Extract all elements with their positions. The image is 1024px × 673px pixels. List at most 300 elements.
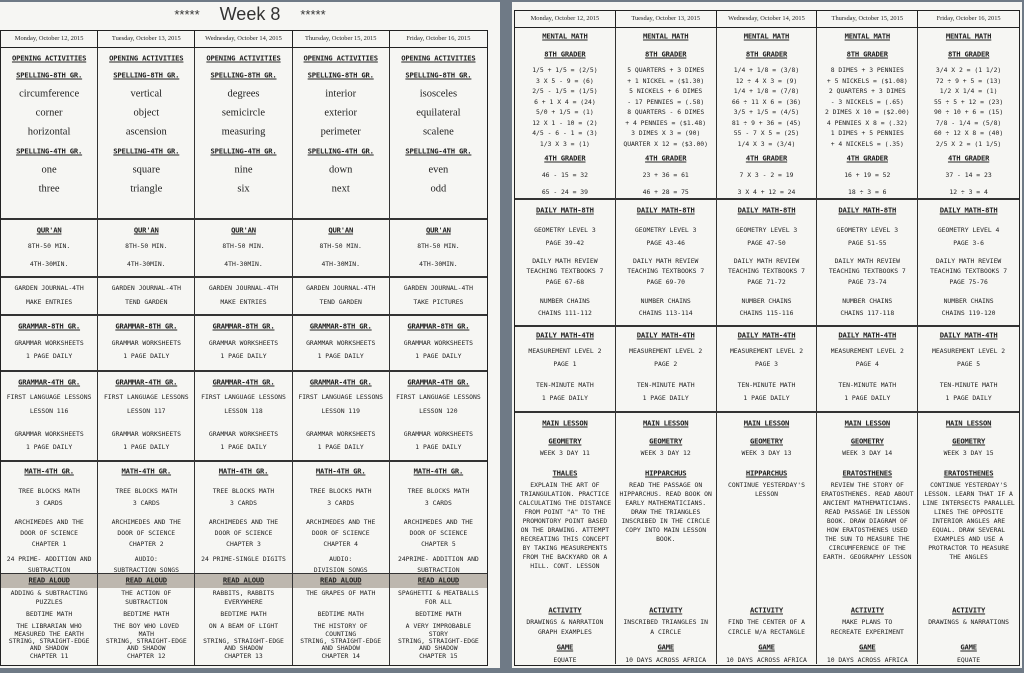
review-pages: PAGE 75-76 <box>949 278 988 286</box>
geometry-level: GEOMETRY LEVEL 3 <box>836 226 899 234</box>
first-language-lessons: FIRST LANGUAGE LESSONS <box>103 393 189 401</box>
cards: 3 CARDS <box>424 499 452 507</box>
main-lesson-block <box>515 411 1019 664</box>
grammar-worksheets: GRAMMAR WORKSHEETS <box>306 430 376 438</box>
mental-math-problem: 8 QUARTERS - 6 DIMES <box>627 108 705 116</box>
day-column <box>918 411 1019 664</box>
spelling-word: six <box>237 183 250 195</box>
lesson-number: LESSON 117 <box>127 407 166 415</box>
mental-math-problem: 3 X 4 + 12 = 24 <box>737 188 796 196</box>
day-column <box>817 325 918 411</box>
game-label: GAME <box>960 642 977 652</box>
game-name: EQUATE <box>553 656 577 664</box>
number-chains: NUMBER CHAINS <box>640 297 691 305</box>
4th-grader-label: 4TH GRADER <box>745 153 788 163</box>
geometry-pages: PAGE 3-6 <box>953 239 984 247</box>
archimedes-title: DOOR OF SCIENCE <box>214 529 273 537</box>
day-header: Friday, October 16, 2015 <box>936 15 1001 22</box>
day-column <box>293 276 390 314</box>
mental-math-problem: - 3 NICKELS = (.65) <box>830 97 904 106</box>
day-column <box>1 571 98 665</box>
story-title: A VERY IMPROBABLE <box>405 621 472 630</box>
spelling-word: down <box>329 164 353 176</box>
day-column <box>390 218 487 276</box>
spelling-word: even <box>428 164 449 176</box>
spelling-8th-label: SPELLING-8TH GR. <box>405 70 472 80</box>
game-label: GAME <box>758 642 775 652</box>
lesson-number: LESSON 116 <box>29 407 69 415</box>
materials: AND SHADOW <box>29 644 69 653</box>
grammar-pages: 1 PAGE DAILY <box>220 443 267 451</box>
book-title: THE ACTION OF <box>121 588 172 597</box>
story-title: MEASURED THE EARTH <box>14 630 84 638</box>
day-column <box>195 370 292 460</box>
grammar-worksheets: GRAMMAR WORKSHEETS <box>111 339 181 347</box>
mental-math-label: MENTAL MATH <box>542 31 588 41</box>
garden-task: TEND GARDEN <box>319 298 362 306</box>
spelling-word: corner <box>35 107 63 119</box>
game-name: 10 DAYS ACROSS AFRICA <box>726 656 807 664</box>
opening-activities-label: OPENING ACTIVITIES <box>109 53 184 63</box>
spelling-word: interior <box>325 88 357 100</box>
activity-text: GRAPH EXAMPLES <box>537 628 592 636</box>
first-language-lessons: FIRST LANGUAGE LESSONS <box>6 393 92 401</box>
daily-math-8th-label: DAILY MATH-8TH <box>636 205 695 215</box>
mental-math-problem: 5 NICKELS + 6 DIMES <box>629 87 703 95</box>
day-header: Wednesday, October 14, 2015 <box>195 31 292 47</box>
math-4th-label: MATH-4TH GR. <box>315 466 366 476</box>
number-chains: NUMBER CHAINS <box>943 297 994 305</box>
measurement-page: PAGE 3 <box>754 360 779 368</box>
day-header: Wednesday, October 14, 2015 <box>717 11 818 27</box>
day-column <box>195 314 292 370</box>
day-column <box>1 48 98 218</box>
grammar-pages: 1 PAGE DAILY <box>123 352 170 360</box>
materials: AND SHADOW <box>127 644 166 653</box>
bedtime-math: BEDTIME MATH <box>26 610 73 619</box>
activity-label: ACTIVITY <box>850 605 884 615</box>
day-column <box>717 411 818 664</box>
day-column <box>817 198 918 325</box>
mental-math-problem: 2 QUARTERS + 3 DIMES <box>828 87 906 95</box>
cards: 3 CARDS <box>327 499 355 507</box>
chapter: CHAPTER 3 <box>226 540 261 548</box>
day-header: Monday, October 12, 2015 <box>515 11 616 27</box>
ten-minute-pages: 1 PAGE DAILY <box>945 394 992 402</box>
chapter: CHAPTER 14 <box>321 651 360 660</box>
opening-activities-label: OPENING ACTIVITIES <box>11 53 87 63</box>
main-lesson-label: MAIN LESSON <box>743 418 790 428</box>
mental-math-problem: 1/4 X 3 = (3/4) <box>737 139 796 148</box>
daily-math-review: DAILY MATH REVIEW <box>532 257 598 265</box>
chapter: CHAPTER 12 <box>127 651 166 660</box>
game-name: 10 DAYS ACROSS AFRICA <box>625 656 707 664</box>
opening-activities-block <box>1 48 487 220</box>
spelling-8th-label: SPELLING-8TH GR. <box>16 70 83 80</box>
day-column <box>98 218 195 276</box>
mental-math-problem: 5/0 + 1/5 = (1) <box>536 108 594 116</box>
mental-math-problem: 12 X 1 - 10 = (2) <box>532 118 598 127</box>
day-column <box>293 314 390 370</box>
mental-math-problem: 8 DIMES + 3 PENNIES <box>830 66 904 74</box>
number-chains: NUMBER CHAINS <box>842 297 893 305</box>
ten-minute-pages: 1 PAGE DAILY <box>844 394 891 402</box>
ten-minute-math: TEN-MINUTE MATH <box>939 381 998 389</box>
geometry-label: GEOMETRY <box>749 436 783 446</box>
geometry-label: GEOMETRY <box>952 436 986 446</box>
daily-math-4th-label: DAILY MATH-4TH <box>838 330 897 340</box>
chapter: CHAPTER 4 <box>323 540 359 548</box>
archimedes-title: DOOR OF SCIENCE <box>311 529 370 537</box>
math-extra: SUBTRACTION <box>27 566 71 573</box>
daily-math-review: DAILY MATH REVIEW <box>834 257 900 265</box>
lesson-description: EXPLAIN THE ART OF TRIANGULATION. PRACTICE CALCULATING THE DISTANCE FROM POINT "A" TO THE PROMONTORY POINT BASED ON THE DRAWING. ATTEMPT RECREATING THIS CONCEPT BY TAKING MEASUREMENTS FROM THE BACKYARD OR A HILL. CONT. LESSON <box>518 481 612 570</box>
main-lesson-label: MAIN LESSON <box>542 418 588 428</box>
spelling-word: square <box>132 164 160 176</box>
quran-4th: 4TH-30MIN. <box>224 260 263 268</box>
measurement-level: MEASUREMENT LEVEL 2 <box>729 347 804 355</box>
chains-range: CHAINS 111-112 <box>537 309 592 317</box>
daily-math-4th-label: DAILY MATH-4TH <box>536 330 594 340</box>
grammar-worksheets: GRAMMAR WORKSHEETS <box>306 339 376 347</box>
cards: 3 CARDS <box>35 499 63 507</box>
chains-range: CHAINS 117-118 <box>840 309 895 317</box>
activity-text: RECREATE EXPERIMENT <box>830 628 904 636</box>
book-title: FOR ALL <box>424 597 452 606</box>
chapter: CHAPTER 15 <box>419 651 458 660</box>
game-name: 10 DAYS ACROSS AFRICA <box>826 656 908 664</box>
mental-math-problem: 5 QUARTERS + 3 DIMES <box>627 66 705 74</box>
mental-math-problem: 4/5 - 6 - 1 = (3) <box>532 129 598 137</box>
mental-math-problem: 1/5 + 1/5 = (2/5) <box>532 66 598 74</box>
mental-math-problem: 72 ÷ 9 + 5 = (13) <box>935 76 1002 85</box>
game-name: EQUATE <box>957 656 981 664</box>
chains-range: CHAINS 115-116 <box>739 309 794 317</box>
day-column <box>717 198 818 325</box>
mental-math-problem: 1/3 X 3 = (1) <box>539 139 590 148</box>
opening-activities-label: OPENING ACTIVITIES <box>206 53 281 63</box>
8th-grader-label: 8TH GRADER <box>846 49 888 59</box>
day-column <box>390 48 487 218</box>
mental-math-label: MENTAL MATH <box>844 31 890 41</box>
teaching-textbooks: TEACHING TEXTBOOKS 7 <box>627 267 705 275</box>
grammar-pages: 1 PAGE DAILY <box>26 443 73 451</box>
book-title: PUZZLES <box>35 597 63 606</box>
materials: STRING, STRAIGHT-EDGE <box>203 637 284 646</box>
daily-math-4th-label: DAILY MATH-4TH <box>636 330 695 340</box>
measurement-level: MEASUREMENT LEVEL 2 <box>629 347 703 355</box>
grammar-worksheets: GRAMMAR WORKSHEETS <box>403 430 474 438</box>
day-column <box>717 28 818 198</box>
chapter: CHAPTER 5 <box>421 540 456 548</box>
chapter: CHAPTER 1 <box>31 540 67 548</box>
mathematician-name: ERATOSTHENES <box>943 468 994 478</box>
daily-math-4th-block <box>515 325 1019 413</box>
day-column <box>1 314 98 370</box>
activity-text: FIND THE CENTER OF A <box>728 618 805 626</box>
spelling-word: exterior <box>324 107 358 119</box>
geometry-pages: PAGE 39-42 <box>545 239 585 247</box>
grammar-pages: 1 PAGE DAILY <box>317 443 364 451</box>
day-header: Thursday, October 15, 2015 <box>293 31 390 47</box>
grammar-pages: 1 PAGE DAILY <box>26 352 73 360</box>
tree-blocks-math: TREE BLOCKS MATH <box>18 487 80 495</box>
quran-4th: 4TH-30MIN. <box>29 260 69 268</box>
geometry-label: GEOMETRY <box>850 436 884 446</box>
mental-math-problem: 16 + 19 = 52 <box>844 171 891 179</box>
mental-math-problem: 3 X 5 - 9 = (6) <box>536 76 594 85</box>
teaching-textbooks: TEACHING TEXTBOOKS 7 <box>728 267 805 275</box>
day-column <box>195 460 292 573</box>
daily-math-review: DAILY MATH REVIEW <box>935 257 1002 265</box>
daily-math-8th-block <box>515 198 1019 327</box>
day-header: Tuesday, October 13, 2015 <box>616 11 717 27</box>
spelling-word: object <box>133 107 160 119</box>
opening-activities-label: OPENING ACTIVITIES <box>303 53 378 63</box>
day-column <box>98 571 195 665</box>
lesson-number: LESSON 118 <box>224 407 263 415</box>
quran-8th: 8TH-50 MIN. <box>319 242 362 250</box>
lesson-description: READ THE PASSAGE ON HIPPARCHUS. READ BOOK ON EARLY MATHEMATICIANS. DRAW THE TRIANGLES INSCRIBED IN THE CIRCLE COPY INTO MAIN LESSON BOOK. <box>619 481 712 543</box>
activity-text: DRAWINGS & NARRATIONS <box>928 618 1009 626</box>
story-title: STORY <box>428 630 449 638</box>
spelling-word: nine <box>234 164 253 176</box>
spelling-word: semicircle <box>221 107 266 119</box>
spelling-word: scalene <box>422 126 454 138</box>
read-aloud-label: READ ALOUD <box>28 575 70 585</box>
quran-label: QUR'AN <box>426 225 451 235</box>
ten-minute-math: TEN-MINUTE MATH <box>838 381 897 389</box>
read-aloud-label: READ ALOUD <box>320 575 362 585</box>
cards: 3 CARDS <box>132 499 160 507</box>
week-day: WEEK 3 DAY 13 <box>741 449 792 457</box>
garden-task: TAKE PICTURES <box>413 298 464 306</box>
spelling-word: odd <box>430 183 447 195</box>
8th-grader-label: 8TH GRADER <box>947 49 990 59</box>
grammar-pages: 1 PAGE DAILY <box>415 352 462 360</box>
teaching-textbooks: TEACHING TEXTBOOKS 7 <box>526 267 604 275</box>
book-title: SPAGHETTI & MEATBALLS <box>397 588 479 597</box>
day-column <box>390 571 487 665</box>
story-title: THE HISTORY OF <box>313 621 368 630</box>
geometry-level: GEOMETRY LEVEL 3 <box>534 226 596 234</box>
spelling-word: measuring <box>221 126 266 138</box>
review-pages: PAGE 67-68 <box>545 278 585 286</box>
mental-math-problem: - 17 PENNIES = (.58) <box>627 97 705 106</box>
day-column <box>616 411 717 664</box>
garden-journal: GARDEN JOURNAL-4TH <box>208 284 279 292</box>
day-column <box>98 314 195 370</box>
mental-math-problem: 55 ÷ 5 + 12 = (23) <box>933 97 1004 106</box>
math-4th-label: MATH-4TH GR. <box>121 466 172 476</box>
garden-journal-block <box>1 276 487 316</box>
archimedes-title: ARCHIMEDES AND THE <box>111 518 181 526</box>
spelling-word: next <box>331 183 350 195</box>
left-planner-page <box>0 2 500 668</box>
bedtime-math: BEDTIME MATH <box>123 610 170 619</box>
geometry-level: GEOMETRY LEVEL 4 <box>937 226 1000 234</box>
8th-grader-label: 8TH GRADER <box>544 49 586 59</box>
measurement-page: PAGE 1 <box>553 360 577 368</box>
mental-math-problem: 2 DIMES X 10 = ($2.00) <box>824 108 910 116</box>
day-column <box>390 314 487 370</box>
story-title: COUNTING <box>325 630 357 638</box>
daily-math-review: DAILY MATH REVIEW <box>632 257 699 265</box>
mental-math-problem: 37 - 14 = 23 <box>945 171 992 179</box>
day-column <box>293 370 390 460</box>
ten-minute-pages: 1 PAGE DAILY <box>743 394 790 402</box>
grammar-worksheets: GRAMMAR WORKSHEETS <box>111 430 181 438</box>
geometry-pages: PAGE 43-46 <box>646 239 685 247</box>
right-schedule-grid <box>514 10 1020 666</box>
day-column <box>616 325 717 411</box>
4th-grader-label: 4TH GRADER <box>846 153 888 163</box>
day-header: Thursday, October 15, 2015 <box>817 11 918 27</box>
grammar-4th-block <box>1 370 487 462</box>
spelling-word: one <box>41 164 57 176</box>
week-day: WEEK 3 DAY 11 <box>539 449 590 457</box>
day-column <box>98 276 195 314</box>
week-day: WEEK 3 DAY 12 <box>640 449 691 457</box>
geometry-level: GEOMETRY LEVEL 3 <box>735 226 798 234</box>
garden-task: MAKE ENTRIES <box>26 298 73 306</box>
mental-math-problem: 23 + 36 = 61 <box>642 171 689 179</box>
quran-label: QUR'AN <box>36 225 62 235</box>
materials: STRING, STRAIGHT-EDGE <box>300 637 382 646</box>
day-column <box>390 460 487 573</box>
day-column <box>515 28 616 198</box>
grammar-4th-label: GRAMMAR-4TH GR. <box>18 377 81 387</box>
story-title: ON A BEAM OF LIGHT <box>208 621 279 630</box>
mental-math-problem: 46 - 15 = 32 <box>541 171 588 179</box>
right-planner-page <box>512 2 1022 668</box>
first-language-lessons: FIRST LANGUAGE LESSONS <box>396 393 481 401</box>
opening-activities-label: OPENING ACTIVITIES <box>401 53 476 63</box>
mental-math-problem: + 4 NICKELS = (.35) <box>830 139 904 148</box>
archimedes-title: ARCHIMEDES AND THE <box>14 518 84 526</box>
day-header: Friday, October 16, 2015 <box>406 35 471 42</box>
mental-math-problem: 4 PENNIES X 8 = (.32) <box>826 118 908 127</box>
mental-math-problem: 18 ÷ 3 = 6 <box>848 188 887 196</box>
tree-blocks-math: TREE BLOCKS MATH <box>309 487 372 495</box>
mental-math-problem: 81 ÷ 9 + 36 = (45) <box>731 118 802 127</box>
materials: STRING, STRAIGHT-EDGE <box>397 637 479 646</box>
mental-math-label: MENTAL MATH <box>945 31 992 41</box>
grammar-4th-label: GRAMMAR-4TH GR. <box>407 377 470 387</box>
garden-journal: GARDEN JOURNAL-4TH <box>403 284 474 292</box>
quran-8th: 8TH-50 MIN. <box>417 242 460 250</box>
day-column <box>195 571 292 665</box>
day-column <box>390 370 487 460</box>
grammar-worksheets: GRAMMAR WORKSHEETS <box>208 430 279 438</box>
mental-math-problem: 7 X 3 - 2 = 19 <box>739 171 794 179</box>
story-title: MATH <box>138 630 154 638</box>
day-column <box>918 28 1019 198</box>
archimedes-title: ARCHIMEDES AND THE <box>403 518 474 526</box>
quran-label: QUR'AN <box>231 225 256 235</box>
main-lesson-label: MAIN LESSON <box>642 418 689 428</box>
mental-math-problem: 2/5 - 1/5 = (1/5) <box>532 87 598 95</box>
mental-math-problem: 1/2 X 1/4 = (1) <box>939 87 998 95</box>
day-column <box>293 48 390 218</box>
spelling-word: three <box>38 183 60 195</box>
daily-math-8th-label: DAILY MATH-8TH <box>939 205 998 215</box>
ten-minute-math: TEN-MINUTE MATH <box>737 381 796 389</box>
mental-math-problem: 6 + 1 X 4 = (24) <box>534 97 596 106</box>
mental-math-problem: 3/5 + 1/5 = (4/5) <box>733 108 800 116</box>
mental-math-label: MENTAL MATH <box>743 31 790 41</box>
mental-math-block <box>515 28 1019 200</box>
stars-right: ***** <box>300 7 326 22</box>
ten-minute-math: TEN-MINUTE MATH <box>636 381 695 389</box>
geometry-pages: PAGE 51-55 <box>848 239 887 247</box>
archimedes-title: DOOR OF SCIENCE <box>117 529 176 537</box>
archimedes-title: ARCHIMEDES AND THE <box>208 518 279 526</box>
lesson-number: LESSON 120 <box>419 407 458 415</box>
spelling-8th-label: SPELLING-8TH GR. <box>210 70 277 80</box>
daily-math-8th-label: DAILY MATH-8TH <box>536 205 594 215</box>
spelling-word: horizontal <box>27 126 71 138</box>
day-column <box>98 460 195 573</box>
materials: AND SHADOW <box>321 644 360 653</box>
grammar-4th-label: GRAMMAR-4TH GR. <box>212 377 275 387</box>
chains-range: CHAINS 119-120 <box>941 309 996 317</box>
activity-text: A CIRCLE <box>650 628 682 636</box>
spelling-4th-label: SPELLING-4TH GR. <box>113 146 180 156</box>
quran-8th: 8TH-50 MIN. <box>125 242 168 250</box>
week-day: WEEK 3 DAY 14 <box>842 449 893 457</box>
measurement-page: PAGE 2 <box>654 360 678 368</box>
spelling-word: vertical <box>130 88 163 100</box>
spelling-word: circumference <box>19 88 80 100</box>
chapter: CHAPTER 13 <box>224 651 263 660</box>
day-column <box>1 276 98 314</box>
geometry-label: GEOMETRY <box>548 436 582 446</box>
day-header-row <box>1 31 487 48</box>
number-chains: NUMBER CHAINS <box>539 297 590 305</box>
tree-blocks-math: TREE BLOCKS MATH <box>115 487 178 495</box>
day-header: Tuesday, October 13, 2015 <box>98 31 195 47</box>
mental-math-problem: QUARTER X 12 = ($3.00) <box>623 139 709 148</box>
activity-text: CIRCLE W/A RECTANGLE <box>728 628 805 636</box>
grammar-4th-label: GRAMMAR-4TH GR. <box>309 377 372 387</box>
4th-grader-label: 4TH GRADER <box>544 153 586 163</box>
grammar-8th-label: GRAMMAR-8TH GR. <box>212 321 275 331</box>
spelling-4th-label: SPELLING-4TH GR. <box>210 146 277 156</box>
day-column <box>616 198 717 325</box>
measurement-level: MEASUREMENT LEVEL 2 <box>932 347 1006 355</box>
daily-math-8th-label: DAILY MATH-8TH <box>737 205 796 215</box>
garden-journal: GARDEN JOURNAL-4TH <box>14 284 84 292</box>
day-column <box>1 370 98 460</box>
daily-math-4th-label: DAILY MATH-4TH <box>737 330 796 340</box>
day-column <box>918 325 1019 411</box>
grammar-pages: 1 PAGE DAILY <box>123 443 170 451</box>
archimedes-title: DOOR OF SCIENCE <box>409 529 468 537</box>
quran-4th: 4TH-30MIN. <box>321 260 360 268</box>
mental-math-problem: 1/4 + 1/8 = (7/8) <box>733 87 800 95</box>
bedtime-math: BEDTIME MATH <box>415 610 462 619</box>
math-extra: AUDIO: <box>329 555 353 563</box>
bedtime-math: BEDTIME MATH <box>317 610 364 619</box>
main-lesson-label: MAIN LESSON <box>844 418 890 428</box>
measurement-page: PAGE 5 <box>957 360 981 368</box>
activity-label: ACTIVITY <box>649 605 683 615</box>
day-column <box>1 218 98 276</box>
game-label: GAME <box>657 642 674 652</box>
quran-label: QUR'AN <box>133 225 159 235</box>
mental-math-problem: + 4 PENNIES = ($1.48) <box>625 118 707 127</box>
